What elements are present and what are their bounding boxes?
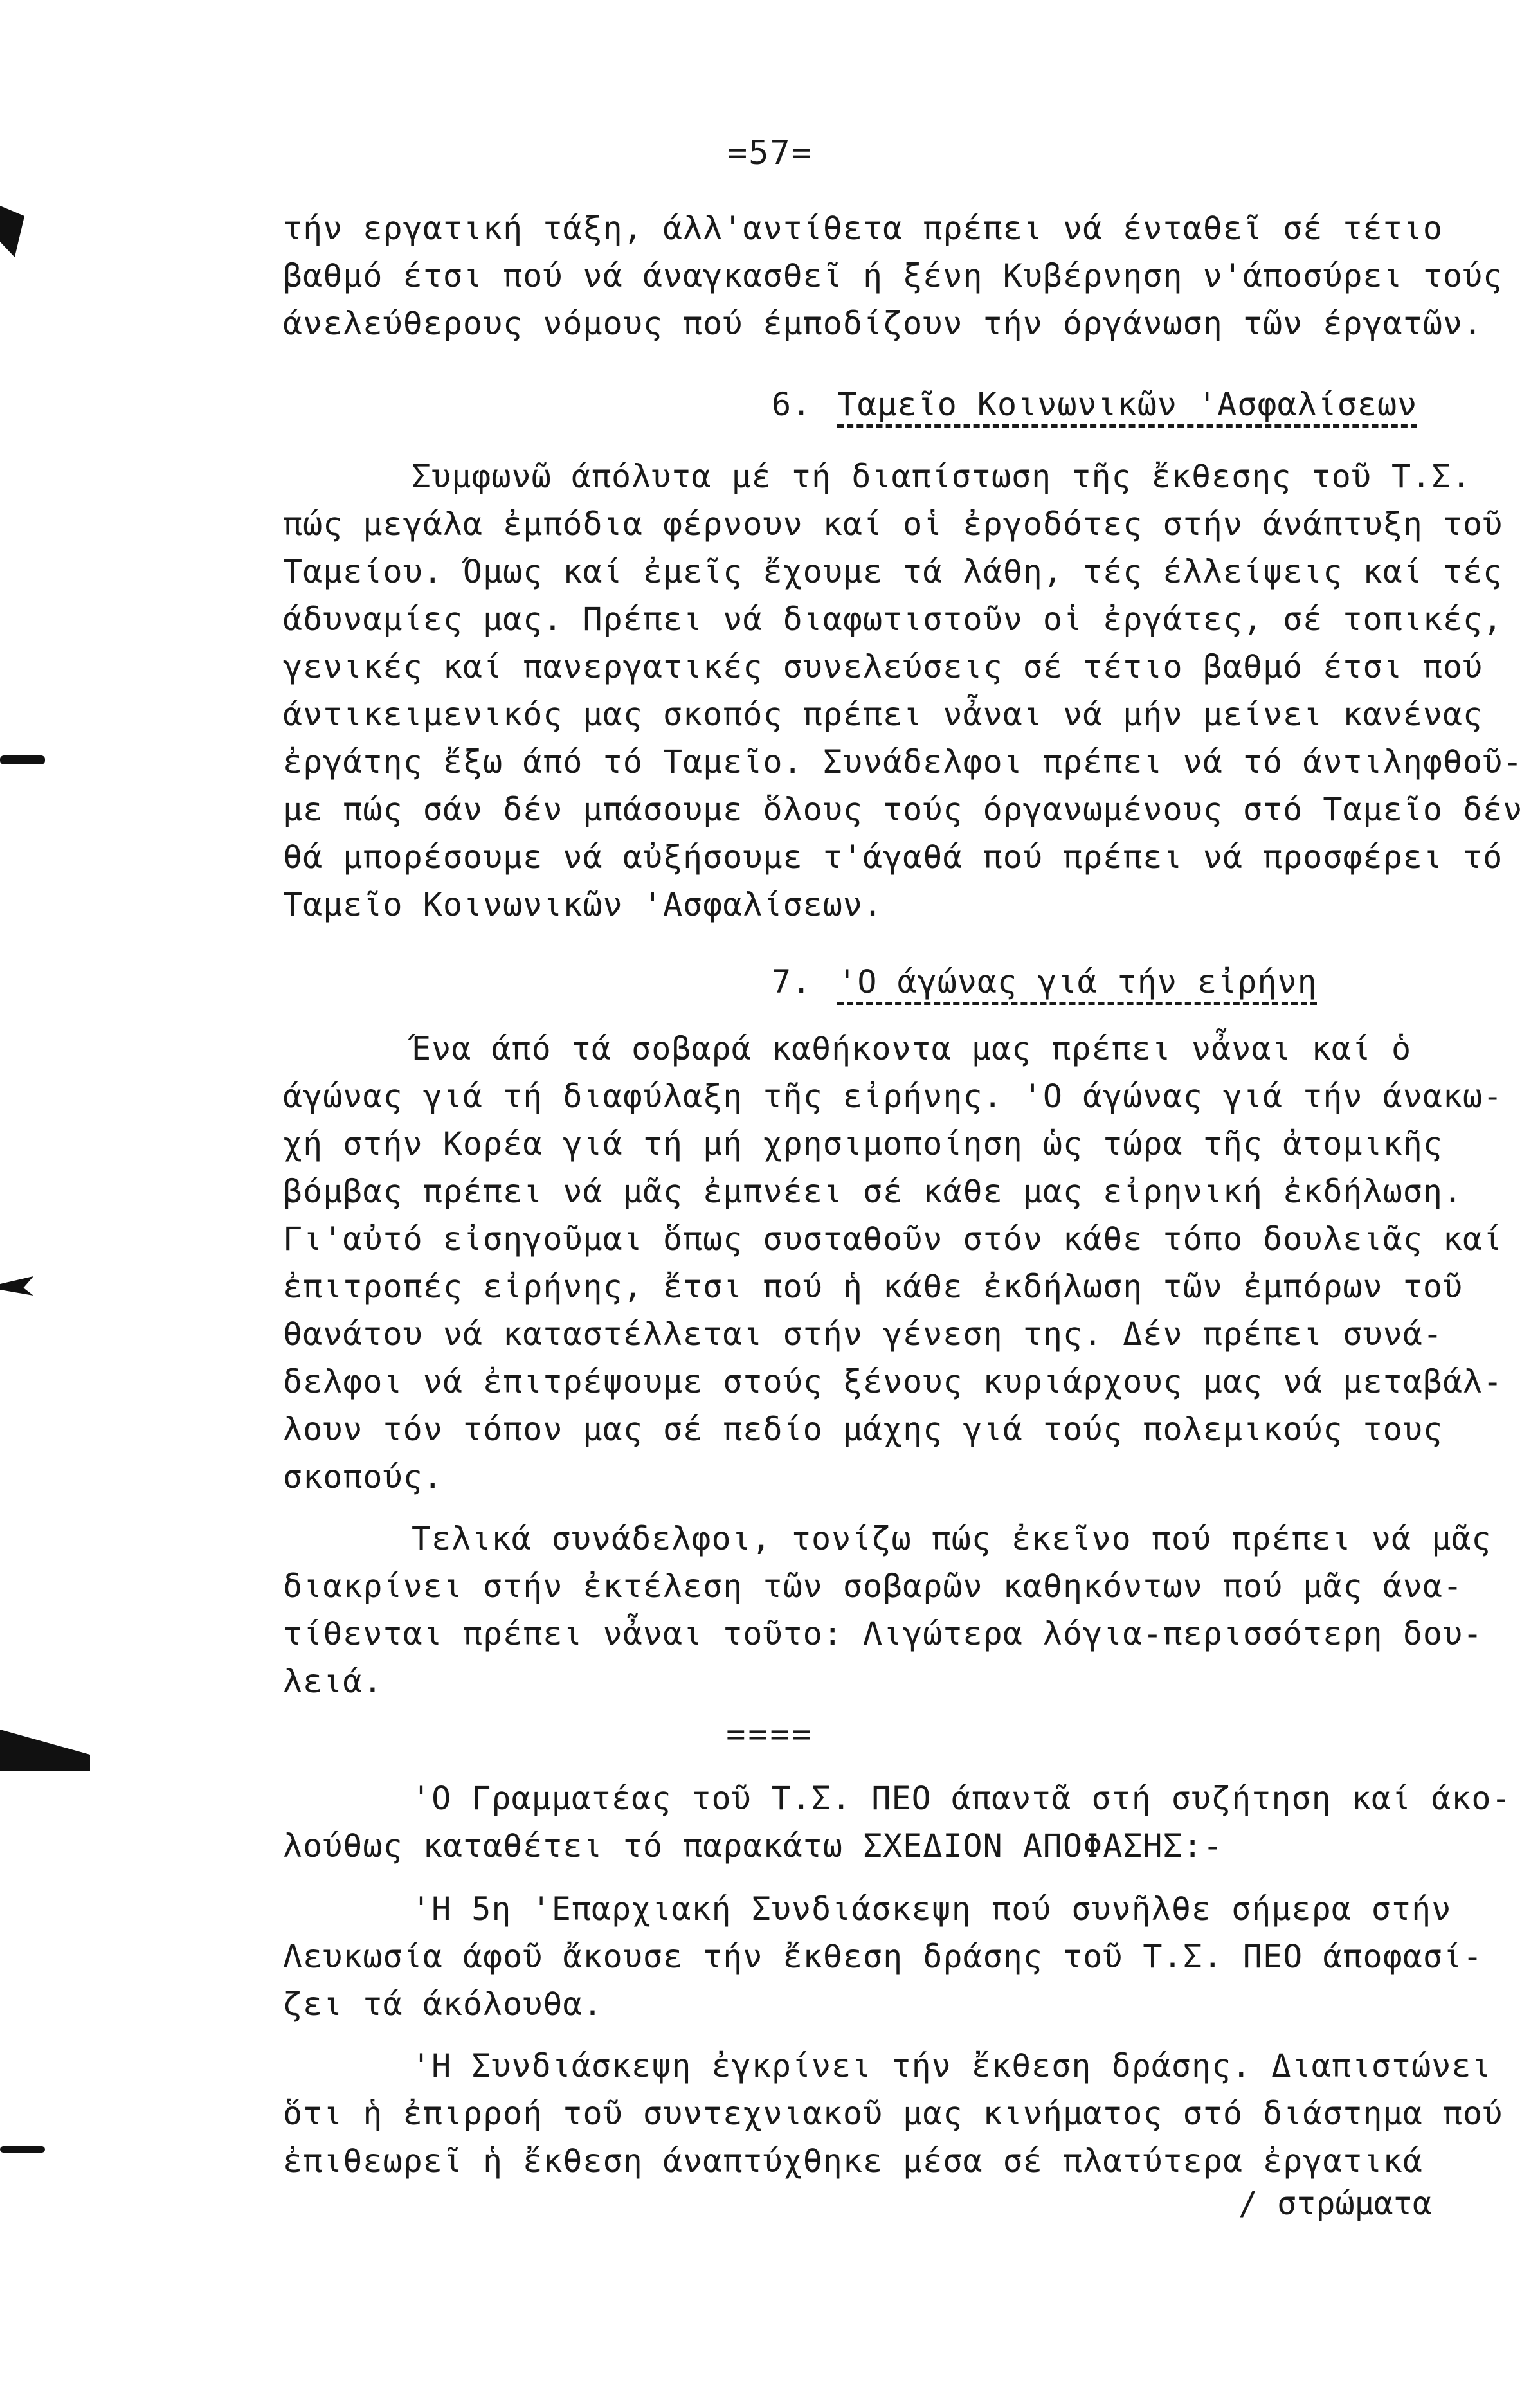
continuation-note: / στρώματα (1238, 2185, 1432, 2222)
scan-mark (0, 1276, 33, 1296)
text-line: 'Η Συνδιάσκεψη ἐγκρίνει τήν ἔκθεση δράσης. Διαπιστώνει (412, 2047, 1492, 2084)
text-line: άγώνας γιά τή διαφύλαξη τῆς εἰρήνης. 'Ο άγώνας γιά τήν άνακω- (283, 1078, 1503, 1115)
section-title: 'Ο άγώνας γιά τήν εἰρήνη (837, 963, 1318, 1000)
text-line: ὅτι ἡ ἐπιρροή τοῦ συντεχνιακοῦ μας κινήματος στό διάστημα πού (283, 2095, 1503, 2132)
section-title: Ταμεῖο Κοινωνικῶν 'Ασφαλίσεων (837, 386, 1418, 423)
page-number: =57= (727, 134, 813, 172)
text-line: Ταμείου. Όμως καί ἐμεῖς ἔχουμε τά λάθη, τές έλλείψεις καί τές (283, 553, 1503, 590)
scan-mark (0, 2146, 45, 2153)
text-line: με πώς σάν δέν μπάσουμε ὅλους τούς όργανωμένους στό Ταμεῖο δέν (283, 791, 1523, 828)
text-line: τίθενται πρέπει νἆναι τοῦτο: Λιγώτερα λόγια-περισσότερη δου- (283, 1615, 1483, 1652)
paragraph-5 (283, 1775, 1512, 1870)
text-line: διακρίνει στήν ἐκτέλεση τῶν σοβαρῶν καθηκόντων πού μᾶς άνα- (283, 1568, 1463, 1605)
paragraph-2 (283, 453, 1523, 928)
paragraph-1 (283, 204, 1503, 347)
text-line: Λευκωσία άφοῦ ἄκουσε τήν ἔκθεση δράσης τοῦ Τ.Σ. ΠΕΟ άποφασί- (283, 1938, 1483, 1975)
text-line: 'Ο Γραμματέας τοῦ Τ.Σ. ΠΕΟ άπαντᾶ στή συζήτηση καί άκο- (412, 1780, 1512, 1817)
text-line: άντικειμενικός μας σκοπός πρέπει νἆναι νά μήν μείνει κανένας (283, 696, 1483, 733)
section-number: 7. (772, 963, 812, 1000)
text-line: θά μπορέσουμε νά αὐξήσουμε τ'άγαθά πού πρέπει νά προσφέρει τό (283, 838, 1503, 876)
text-line: γενικές καί πανεργατικές συνελεύσεις σέ τέτιο βαθμό έτσι πού (283, 648, 1483, 685)
text-line: χή στήν Κορέα γιά τή μή χρησιμοποίηση ὡς τώρα τῆς ἀτομικῆς (283, 1125, 1443, 1162)
paragraph-7 (283, 2042, 1503, 2185)
text-line: τήν εργατική τάξη, άλλ'αντίθετα πρέπει νά ένταθεῖ σέ τέτιο (283, 210, 1443, 247)
text-line: Γι'αὐτό εἰσηγοῦμαι ὅπως συσταθοῦν στόν κάθε τόπο δουλειᾶς καί (283, 1220, 1503, 1258)
paragraph-6 (283, 1885, 1485, 2028)
section-number: 6. (772, 386, 812, 423)
text-line: θανάτου νά καταστέλλεται στήν γένεση της. Δέν πρέπει συνά- (283, 1315, 1443, 1353)
separator: ==== (726, 1715, 814, 1753)
text-line: Συμφωνῶ άπόλυτα μέ τή διαπίστωση τῆς ἔκθεσης τοῦ Τ.Σ. (412, 458, 1472, 495)
paragraph-4 (283, 1515, 1492, 1705)
text-line: ἐργάτης ἔξω άπό τό Ταμεῖο. Συνάδελφοι πρέπει νά τό άντιληφθοῦ- (283, 743, 1523, 781)
text-line: δελφοι νά ἐπιτρέψουμε στούς ξένους κυριάρχους μας νά μεταβάλ- (283, 1363, 1503, 1400)
text-line: βαθμό έτσι πού νά άναγκασθεῖ ή ξένη Κυβέρνηση ν'άποσύρει τούς (283, 257, 1503, 294)
scan-mark (0, 755, 45, 764)
section-6-heading (772, 386, 1417, 423)
text-line: Ταμεῖο Κοινωνικῶν 'Ασφαλίσεων. (283, 886, 883, 923)
text-line: άνελεύθερους νόμους πού έμποδίζουν τήν όργάνωση τῶν έργατῶν. (283, 305, 1483, 342)
text-line: Ένα άπό τά σοβαρά καθήκοντα μας πρέπει νἆναι καί ὁ (412, 1030, 1412, 1067)
text-line: 'Η 5η 'Επαρχιακή Συνδιάσκεψη πού συνῆλθε σήμερα στήν (412, 1890, 1452, 1928)
text-line: άδυναμίες μας. Πρέπει νά διαφωτιστοῦν οἱ ἐργάτες, σέ τοπικές, (283, 601, 1503, 638)
text-line: σκοπούς. (283, 1458, 443, 1496)
text-line: πώς μεγάλα ἐμπόδια φέρνουν καί οἱ ἐργοδότες στήν άνάπτυξη τοῦ (283, 505, 1503, 543)
text-line: ἐπιτροπές εἰρήνης, ἔτσι πού ἡ κάθε ἐκδήλωση τῶν ἐμπόρων τοῦ (283, 1268, 1463, 1305)
paragraph-3 (283, 1025, 1503, 1501)
text-line: λειά. (283, 1663, 383, 1700)
text-line: λούθως καταθέτει τό παρακάτω ΣΧΕΔΙΟΝ ΑΠΟΦΑΣΗΣ:- (283, 1827, 1223, 1865)
text-line: Τελικά συνάδελφοι, τονίζω πώς ἐκεῖνο πού πρέπει νά μᾶς (412, 1520, 1492, 1557)
section-7-heading (772, 963, 1318, 1000)
text-line: λουν τόν τόπον μας σέ πεδίο μάχης γιά τούς πολεμικούς τους (283, 1411, 1443, 1448)
text-line: ζει τά άκόλουθα. (283, 1985, 603, 2023)
scan-mark (0, 206, 24, 257)
text-line: ἐπιθεωρεῖ ἡ ἔκθεση άναπτύχθηκε μέσα σέ πλατύτερα ἐργατικά (283, 2142, 1423, 2180)
text-line: βόμβας πρέπει νά μᾶς ἐμπνέει σέ κάθε μας εἰρηνική ἐκδήλωση. (283, 1173, 1463, 1210)
